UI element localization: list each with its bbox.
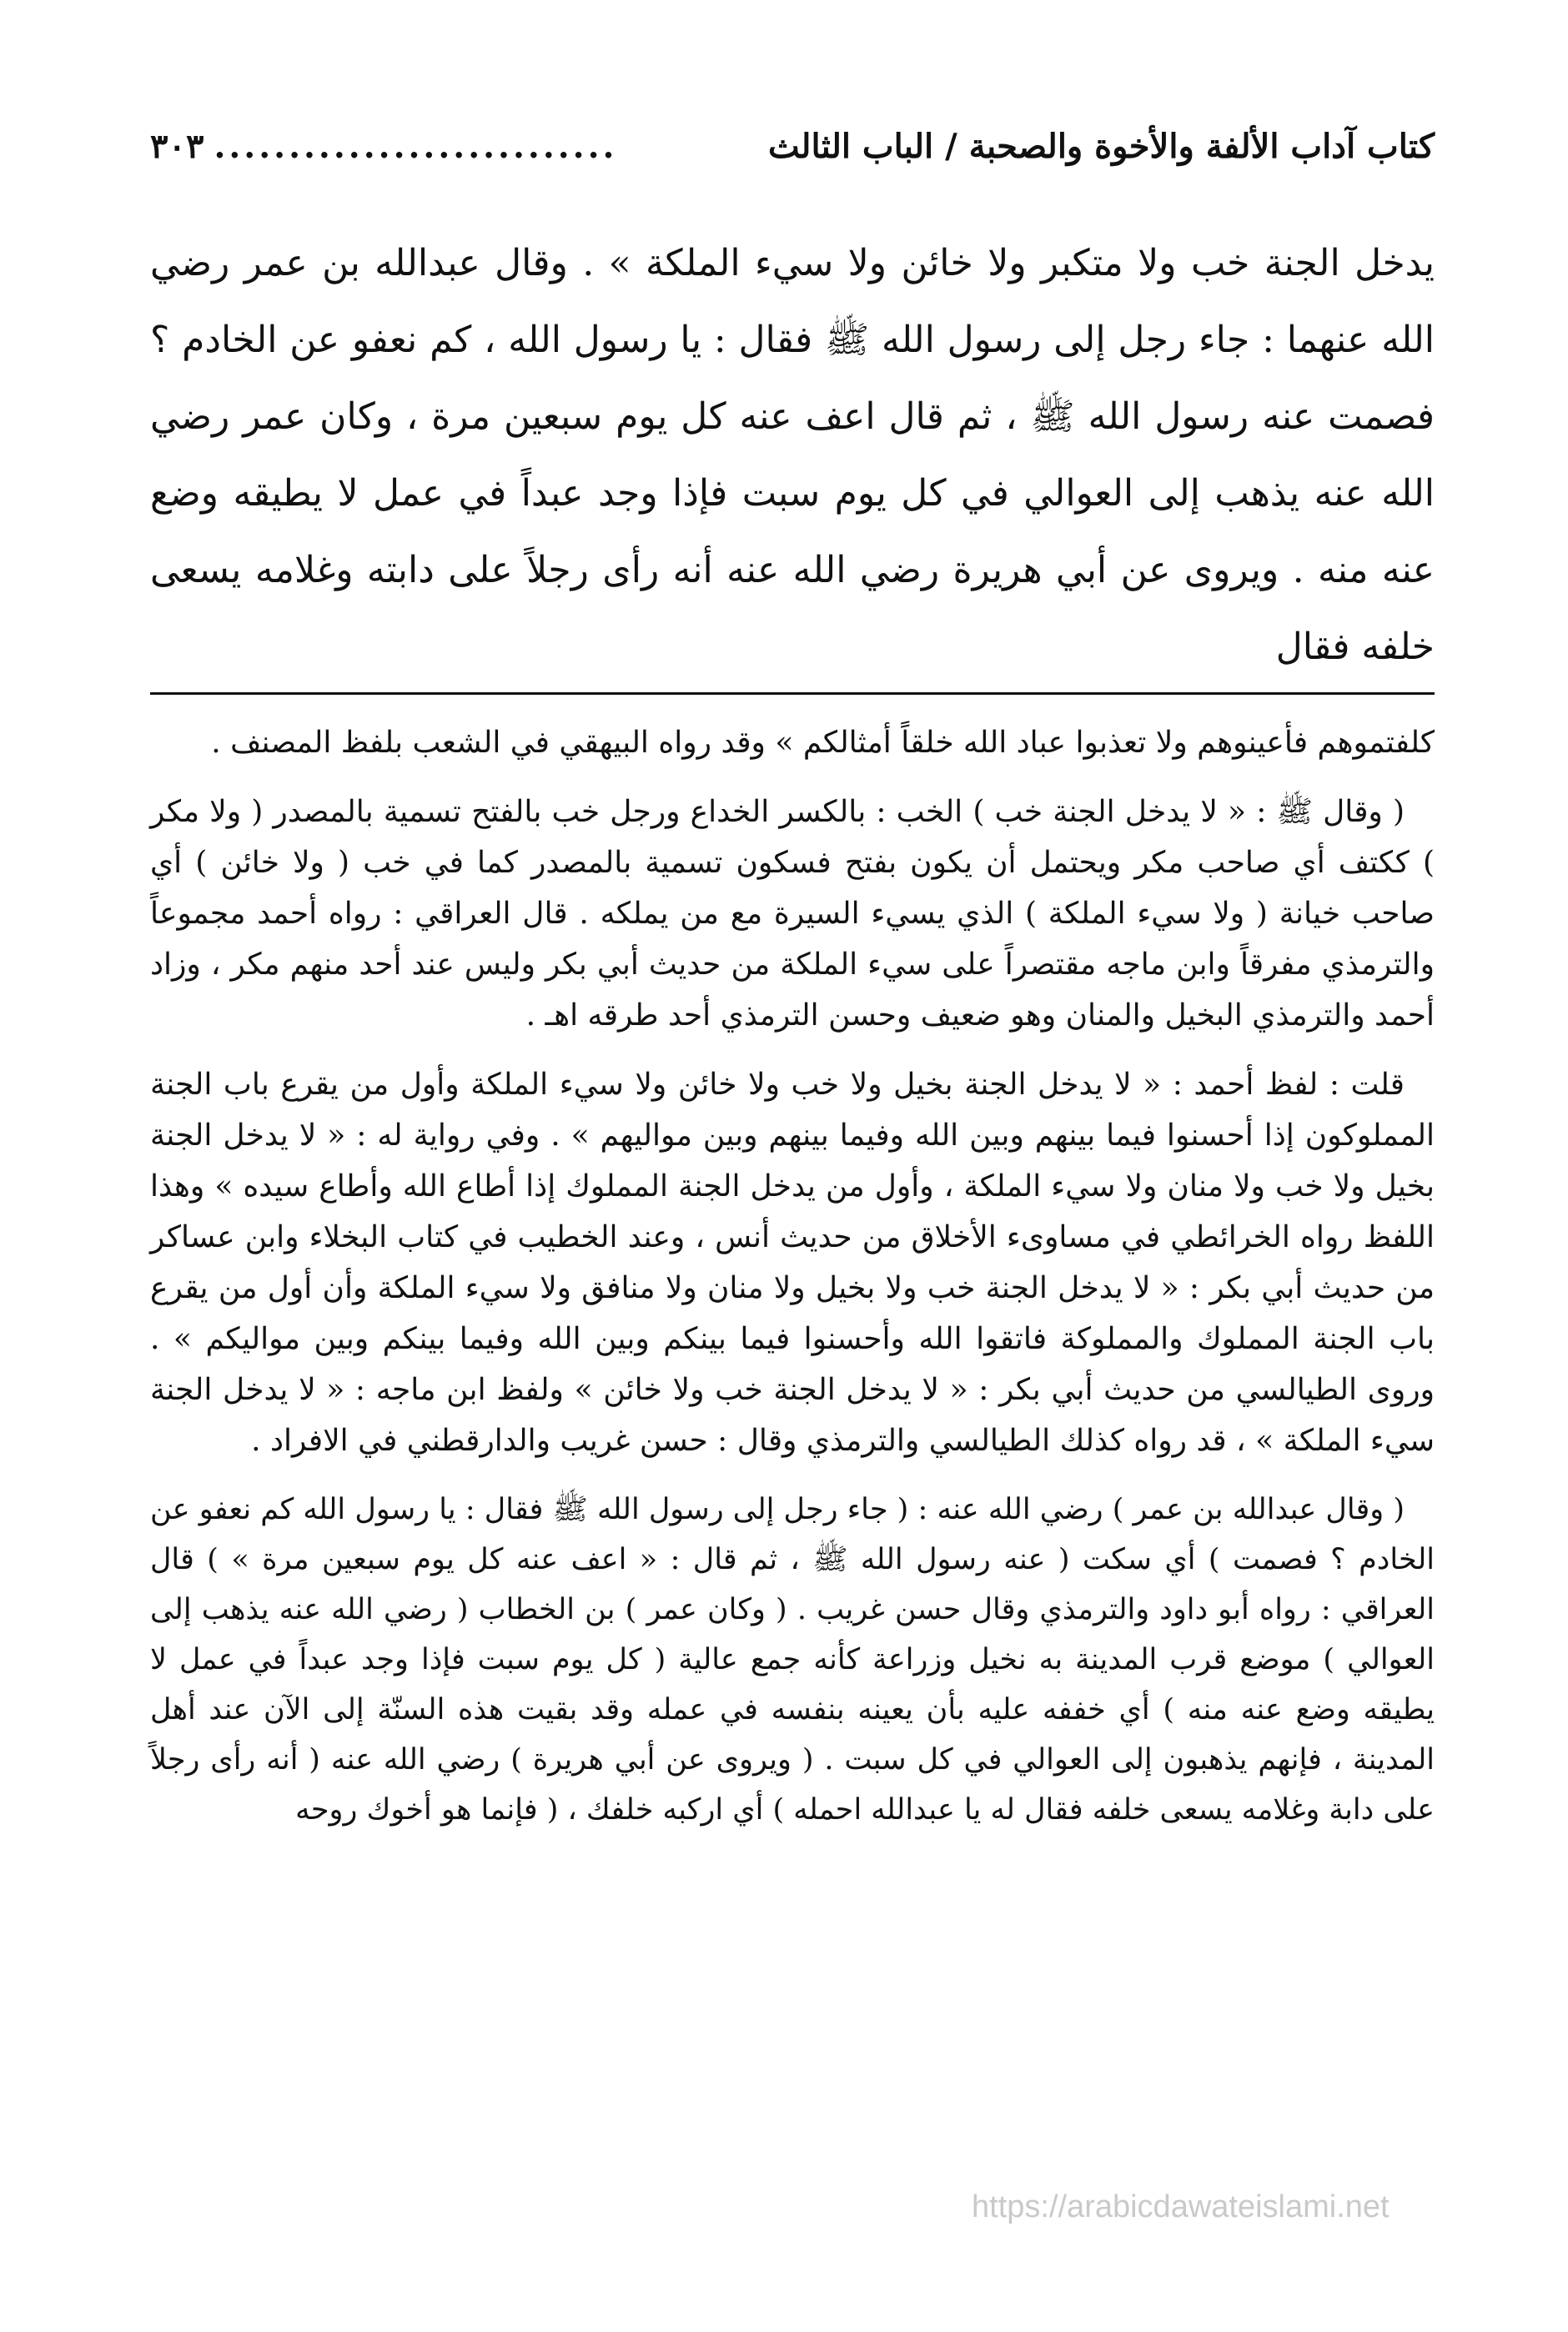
main-text: يدخل الجنة خب ولا متكبر ولا خائن ولا سيء الملكة » . وقال عبدالله بن عمر رضي الله عنهما : جاء رجل إلى رسول الله ﷺ فقال : يا رسول الله ، كم نعفو عن الخادم ؟ فصمت عنه رسول الله ﷺ ، ثم قال اعف عنه كل يوم سبعين مرة ، وكان عمر رضي الله عنه يذهب إلى العوالي في كل يوم سبت فإذا وجد عبداً في عمل لا يطيقه وضع عنه منه . ويروى عن أبي هريرة رضي الله عنه أنه رأى رجلاً على دابته وغلامه يسعى خلفه فقال <box>150 242 1435 668</box>
running-title: كتاب آداب الألفة والأخوة والصحبة / الباب الثالث <box>767 127 1435 166</box>
book-page <box>150 100 1435 2269</box>
page-number: ٣٠٣ <box>150 127 204 166</box>
commentary-paragraph: ( وقال عبدالله بن عمر ) رضي الله عنه : ( جاء رجل إلى رسول الله ﷺ فقال : يا رسول الله كم نعفو عن الخادم ؟ فصمت ) أي سكت ( عنه رسول الله ﷺ ، ثم قال : « اعف عنه كل يوم سبعين مرة » ) قال العراقي : رواه أبو داود والترمذي وقال حسن غريب . ( وكان عمر ) بن الخطاب ( رضي الله عنه يذهب إلى العوالي ) موضع قرب المدينة به نخيل وزراعة كأنه جمع عالية ( كل يوم سبت فإذا وجد عبداً في عمل لا يطيقه وضع عنه منه ) أي خففه عليه بأن يعينه بنفسه في عمله وقد بقيت هذه السنّة إلى الآن عند أهل المدينة ، فإنهم يذهبون إلى العوالي في كل سبت . ( ويروى عن أبي هريرة ) رضي الله عنه ( أنه رأى رجلاً على دابة وغلامه يسعى خلفه فقال له يا عبدالله احمله ) أي اركبه خلفك ، ( فإنما هو أخوك روحه <box>150 1493 1435 1827</box>
leader-dots: ........................... <box>214 127 618 166</box>
commentary-paragraph: قلت : لفظ أحمد : « لا يدخل الجنة بخيل ولا خب ولا خائن ولا سيء الملكة وأول من يقرع باب الجنة المملوكون إذا أحسنوا فيما بينهم وبين الله وفيما بينهم وبين مواليهم » . وفي رواية له : « لا يدخل الجنة بخيل ولا خب ولا منان ولا سيء الملكة ، وأول من يدخل الجنة المملوك إذا أطاع الله وأطاع سيده » وهذا اللفظ رواه الخرائطي في مساوىء الأخلاق من حديث أنس ، وعند الخطيب في كتاب البخلاء وابن عساكر من حديث أبي بكر : « لا يدخل الجنة خب ولا بخيل ولا منان ولا منافق ولا سيء الملكة وأن أول من يقرع باب الجنة المملوك والمملوكة فاتقوا الله وأحسنوا فيما بينكم وبين الله وفيما بينكم وبين مواليكم » . وروى الطيالسي من حديث أبي بكر : « لا يدخل الجنة خب ولا خائن » ولفظ ابن ماجه : « لا يدخل الجنة سيء الملكة » ، قد رواه كذلك الطيالسي والترمذي وقال : حسن غريب والدارقطني في الافراد . <box>150 1068 1435 1458</box>
footnote-separator <box>150 692 1435 695</box>
commentary-paragraph: ( وقال ﷺ : « لا يدخل الجنة خب ) الخب : بالكسر الخداع ورجل خب بالفتح تسمية بالمصدر ( ولا مكر ) ككتف أي صاحب مكر ويحتمل أن يكون بفتح فسكون تسمية بالمصدر كما في خب ( ولا خائن ) أي صاحب خيانة ( ولا سيء الملكة ) الذي يسيء السيرة مع من يملكه . قال العراقي : رواه أحمد مجموعاً والترمذي مفرقاً وابن ماجه مقتصراً على سيء الملكة من حديث أبي بكر وليس عند أحد منهم مكر ، وزاد أحمد والترمذي البخيل والمنان وهو ضعيف وحسن الترمذي أحد طرقه اهـ . <box>150 795 1435 1033</box>
watermark-url: https://arabicdawateislami.net <box>972 2189 1390 2224</box>
commentary-paragraph: كلفتموهم فأعينوهم ولا تعذبوا عباد الله خلقاً أمثالكم » وقد رواه البيهقي في الشعب بلفظ المصنف . <box>211 726 1435 760</box>
running-header <box>150 100 1435 167</box>
commentary <box>150 717 1435 1853</box>
